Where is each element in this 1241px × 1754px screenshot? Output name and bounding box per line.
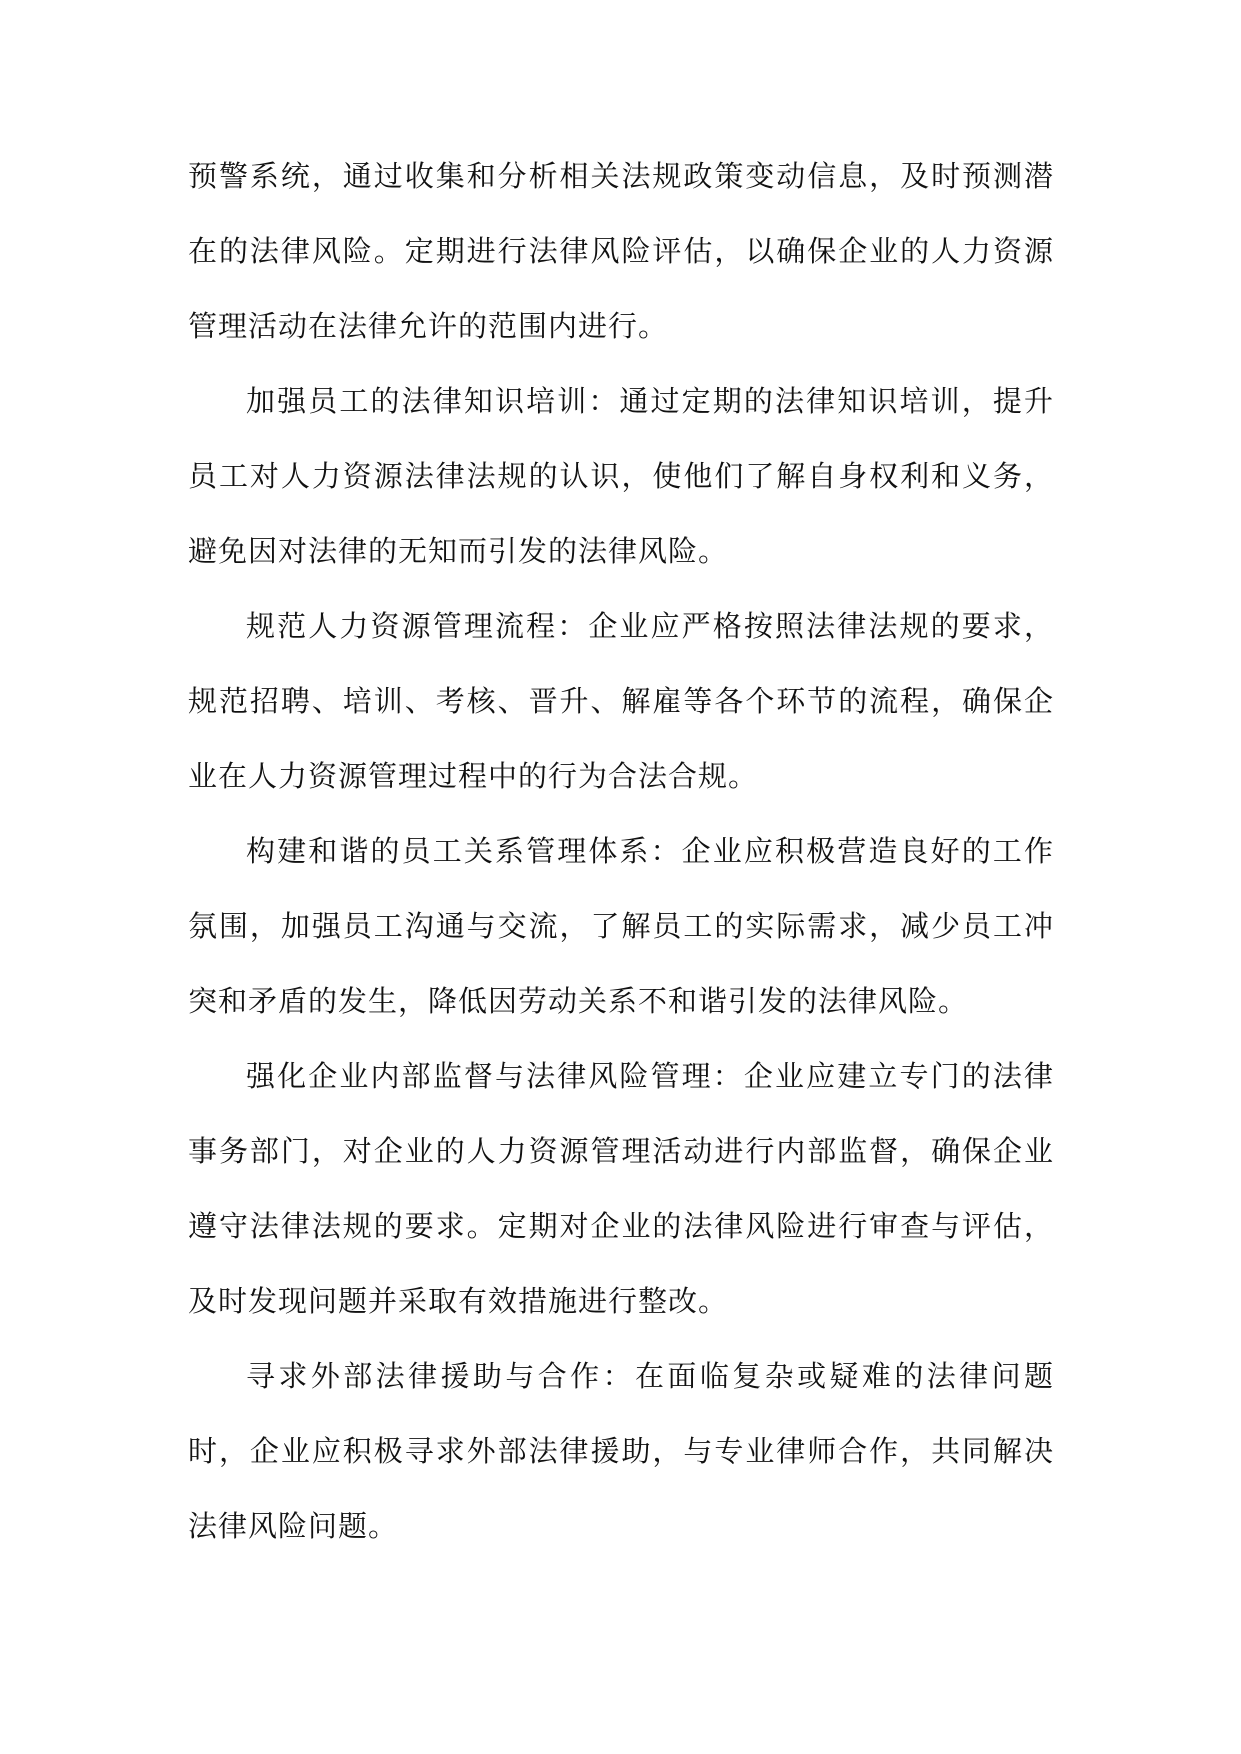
paragraph-3-hr-process: 规范人力资源管理流程：企业应严格按照法律法规的要求，规范招聘、培训、考核、晋升、解雇等各个环节的流程，确保企业在人力资源管理过程中的行为合法合规。 bbox=[188, 609, 1054, 793]
paragraph-5-internal-supervision: 强化企业内部监督与法律风险管理：企业应建立专门的法律事务部门，对企业的人力资源管理活动进行内部监督，确保企业遵守法律法规的要求。定期对企业的法律风险进行审查与评估，及时发现问题并采取有效措施进行整改。 bbox=[188, 1059, 1054, 1318]
paragraph-1-early-warning-system: 预警系统，通过收集和分析相关法规政策变动信息，及时预测潜在的法律风险。定期进行法律风险评估，以确保企业的人力资源管理活动在法律允许的范围内进行。 bbox=[188, 159, 1054, 343]
paragraph-6-external-assistance: 寻求外部法律援助与合作：在面临复杂或疑难的法律问题时，企业应积极寻求外部法律援助，与专业律师合作，共同解决法律风险问题。 bbox=[188, 1359, 1054, 1543]
paragraph-2-legal-training: 加强员工的法律知识培训：通过定期的法律知识培训，提升员工对人力资源法律法规的认识，使他们了解自身权利和义务，避免因对法律的无知而引发的法律风险。 bbox=[188, 384, 1054, 568]
paragraph-4-employee-relations: 构建和谐的员工关系管理体系：企业应积极营造良好的工作氛围，加强员工沟通与交流，了解员工的实际需求，减少员工冲突和矛盾的发生，降低因劳动关系不和谐引发的法律风险。 bbox=[188, 834, 1054, 1018]
document-body bbox=[188, 139, 1054, 1564]
